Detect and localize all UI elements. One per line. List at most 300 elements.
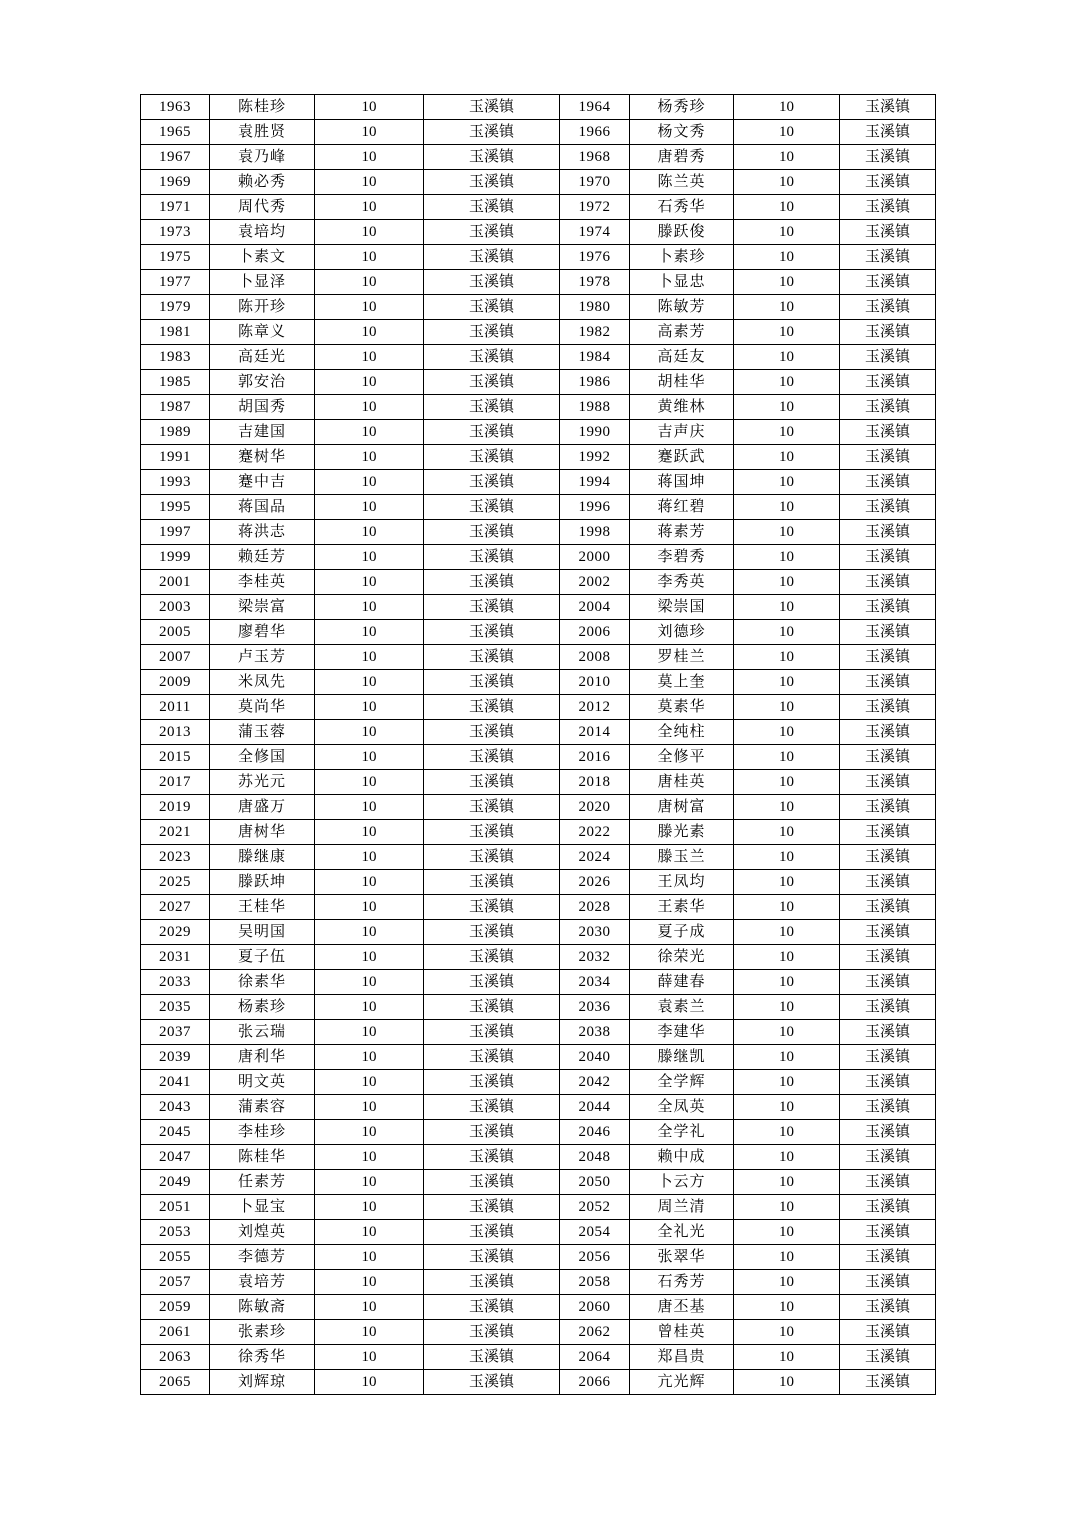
serial-number-cell: 1982 bbox=[560, 320, 630, 345]
amount-cell: 10 bbox=[734, 1195, 840, 1220]
town-cell: 玉溪镇 bbox=[424, 445, 560, 470]
table-row bbox=[141, 820, 936, 845]
amount-cell: 10 bbox=[315, 95, 424, 120]
town-cell: 玉溪镇 bbox=[424, 995, 560, 1020]
name-cell: 全凤英 bbox=[630, 1095, 734, 1120]
town-cell: 玉溪镇 bbox=[424, 695, 560, 720]
town-cell: 玉溪镇 bbox=[840, 395, 936, 420]
serial-number-cell: 2057 bbox=[141, 1270, 210, 1295]
town-cell: 玉溪镇 bbox=[424, 570, 560, 595]
serial-number-cell: 2009 bbox=[141, 670, 210, 695]
amount-cell: 10 bbox=[734, 1345, 840, 1370]
amount-cell: 10 bbox=[315, 395, 424, 420]
town-cell: 玉溪镇 bbox=[424, 970, 560, 995]
amount-cell: 10 bbox=[734, 470, 840, 495]
serial-number-cell: 1983 bbox=[141, 345, 210, 370]
name-cell: 明文英 bbox=[210, 1070, 315, 1095]
amount-cell: 10 bbox=[734, 520, 840, 545]
serial-number-cell: 2019 bbox=[141, 795, 210, 820]
amount-cell: 10 bbox=[315, 195, 424, 220]
serial-number-cell: 1977 bbox=[141, 270, 210, 295]
town-cell: 玉溪镇 bbox=[840, 770, 936, 795]
name-cell: 陈章义 bbox=[210, 320, 315, 345]
serial-number-cell: 2001 bbox=[141, 570, 210, 595]
town-cell: 玉溪镇 bbox=[424, 1095, 560, 1120]
amount-cell: 10 bbox=[315, 520, 424, 545]
table-row bbox=[141, 520, 936, 545]
serial-number-cell: 1976 bbox=[560, 245, 630, 270]
serial-number-cell: 2043 bbox=[141, 1095, 210, 1120]
serial-number-cell: 2064 bbox=[560, 1345, 630, 1370]
table-row bbox=[141, 670, 936, 695]
name-cell: 唐桂英 bbox=[630, 770, 734, 795]
amount-cell: 10 bbox=[734, 695, 840, 720]
serial-number-cell: 2035 bbox=[141, 995, 210, 1020]
serial-number-cell: 1964 bbox=[560, 95, 630, 120]
serial-number-cell: 2059 bbox=[141, 1295, 210, 1320]
amount-cell: 10 bbox=[734, 870, 840, 895]
serial-number-cell: 1973 bbox=[141, 220, 210, 245]
serial-number-cell: 1974 bbox=[560, 220, 630, 245]
town-cell: 玉溪镇 bbox=[424, 270, 560, 295]
town-cell: 玉溪镇 bbox=[424, 770, 560, 795]
table-row bbox=[141, 545, 936, 570]
serial-number-cell: 2046 bbox=[560, 1120, 630, 1145]
serial-number-cell: 1975 bbox=[141, 245, 210, 270]
town-cell: 玉溪镇 bbox=[424, 745, 560, 770]
town-cell: 玉溪镇 bbox=[424, 620, 560, 645]
serial-number-cell: 2014 bbox=[560, 720, 630, 745]
name-cell: 李秀英 bbox=[630, 570, 734, 595]
table-row bbox=[141, 1345, 936, 1370]
town-cell: 玉溪镇 bbox=[840, 370, 936, 395]
table-row bbox=[141, 845, 936, 870]
town-cell: 玉溪镇 bbox=[424, 145, 560, 170]
amount-cell: 10 bbox=[734, 245, 840, 270]
serial-number-cell: 1966 bbox=[560, 120, 630, 145]
serial-number-cell: 2012 bbox=[560, 695, 630, 720]
town-cell: 玉溪镇 bbox=[840, 1320, 936, 1345]
town-cell: 玉溪镇 bbox=[840, 1195, 936, 1220]
town-cell: 玉溪镇 bbox=[840, 170, 936, 195]
town-cell: 玉溪镇 bbox=[424, 820, 560, 845]
name-cell: 蹇跃武 bbox=[630, 445, 734, 470]
name-cell: 全纯柱 bbox=[630, 720, 734, 745]
name-cell: 滕玉兰 bbox=[630, 845, 734, 870]
amount-cell: 10 bbox=[315, 1045, 424, 1070]
table-row bbox=[141, 645, 936, 670]
name-cell: 全礼光 bbox=[630, 1220, 734, 1245]
amount-cell: 10 bbox=[734, 820, 840, 845]
amount-cell: 10 bbox=[734, 720, 840, 745]
amount-cell: 10 bbox=[315, 695, 424, 720]
roster-table-body bbox=[141, 95, 936, 1395]
serial-number-cell: 2006 bbox=[560, 620, 630, 645]
amount-cell: 10 bbox=[315, 1020, 424, 1045]
amount-cell: 10 bbox=[734, 170, 840, 195]
amount-cell: 10 bbox=[315, 470, 424, 495]
amount-cell: 10 bbox=[734, 495, 840, 520]
table-row bbox=[141, 1195, 936, 1220]
serial-number-cell: 2007 bbox=[141, 645, 210, 670]
amount-cell: 10 bbox=[734, 1370, 840, 1395]
serial-number-cell: 2031 bbox=[141, 945, 210, 970]
table-row bbox=[141, 795, 936, 820]
serial-number-cell: 1986 bbox=[560, 370, 630, 395]
serial-number-cell: 1990 bbox=[560, 420, 630, 445]
serial-number-cell: 1987 bbox=[141, 395, 210, 420]
amount-cell: 10 bbox=[734, 945, 840, 970]
amount-cell: 10 bbox=[734, 670, 840, 695]
town-cell: 玉溪镇 bbox=[424, 1345, 560, 1370]
name-cell: 夏子伍 bbox=[210, 945, 315, 970]
town-cell: 玉溪镇 bbox=[424, 320, 560, 345]
serial-number-cell: 1993 bbox=[141, 470, 210, 495]
town-cell: 玉溪镇 bbox=[424, 95, 560, 120]
amount-cell: 10 bbox=[315, 770, 424, 795]
name-cell: 袁培均 bbox=[210, 220, 315, 245]
name-cell: 张翠华 bbox=[630, 1245, 734, 1270]
name-cell: 高廷光 bbox=[210, 345, 315, 370]
town-cell: 玉溪镇 bbox=[840, 120, 936, 145]
town-cell: 玉溪镇 bbox=[424, 945, 560, 970]
town-cell: 玉溪镇 bbox=[424, 195, 560, 220]
name-cell: 曾桂英 bbox=[630, 1320, 734, 1345]
name-cell: 蒋洪志 bbox=[210, 520, 315, 545]
amount-cell: 10 bbox=[315, 670, 424, 695]
table-row bbox=[141, 1120, 936, 1145]
town-cell: 玉溪镇 bbox=[840, 1270, 936, 1295]
name-cell: 莫素华 bbox=[630, 695, 734, 720]
table-row bbox=[141, 920, 936, 945]
amount-cell: 10 bbox=[734, 995, 840, 1020]
table-row bbox=[141, 970, 936, 995]
name-cell: 唐盛万 bbox=[210, 795, 315, 820]
town-cell: 玉溪镇 bbox=[840, 720, 936, 745]
town-cell: 玉溪镇 bbox=[840, 1095, 936, 1120]
town-cell: 玉溪镇 bbox=[424, 520, 560, 545]
serial-number-cell: 2020 bbox=[560, 795, 630, 820]
amount-cell: 10 bbox=[734, 770, 840, 795]
amount-cell: 10 bbox=[315, 995, 424, 1020]
town-cell: 玉溪镇 bbox=[840, 220, 936, 245]
town-cell: 玉溪镇 bbox=[840, 345, 936, 370]
serial-number-cell: 2011 bbox=[141, 695, 210, 720]
name-cell: 滕继凯 bbox=[630, 1045, 734, 1070]
name-cell: 蒲素容 bbox=[210, 1095, 315, 1120]
amount-cell: 10 bbox=[315, 820, 424, 845]
name-cell: 李桂珍 bbox=[210, 1120, 315, 1145]
serial-number-cell: 2039 bbox=[141, 1045, 210, 1070]
amount-cell: 10 bbox=[734, 545, 840, 570]
serial-number-cell: 2030 bbox=[560, 920, 630, 945]
amount-cell: 10 bbox=[734, 845, 840, 870]
town-cell: 玉溪镇 bbox=[840, 695, 936, 720]
amount-cell: 10 bbox=[734, 1220, 840, 1245]
name-cell: 陈敏芳 bbox=[630, 295, 734, 320]
name-cell: 卜显宝 bbox=[210, 1195, 315, 1220]
town-cell: 玉溪镇 bbox=[840, 495, 936, 520]
town-cell: 玉溪镇 bbox=[424, 370, 560, 395]
serial-number-cell: 2066 bbox=[560, 1370, 630, 1395]
town-cell: 玉溪镇 bbox=[840, 1345, 936, 1370]
serial-number-cell: 1979 bbox=[141, 295, 210, 320]
town-cell: 玉溪镇 bbox=[840, 1145, 936, 1170]
name-cell: 蒋国品 bbox=[210, 495, 315, 520]
town-cell: 玉溪镇 bbox=[424, 1370, 560, 1395]
amount-cell: 10 bbox=[315, 795, 424, 820]
name-cell: 赖中成 bbox=[630, 1145, 734, 1170]
serial-number-cell: 2013 bbox=[141, 720, 210, 745]
amount-cell: 10 bbox=[315, 970, 424, 995]
name-cell: 袁乃峰 bbox=[210, 145, 315, 170]
town-cell: 玉溪镇 bbox=[424, 245, 560, 270]
name-cell: 李桂英 bbox=[210, 570, 315, 595]
town-cell: 玉溪镇 bbox=[424, 395, 560, 420]
town-cell: 玉溪镇 bbox=[840, 545, 936, 570]
town-cell: 玉溪镇 bbox=[840, 595, 936, 620]
table-row bbox=[141, 120, 936, 145]
name-cell: 全学礼 bbox=[630, 1120, 734, 1145]
amount-cell: 10 bbox=[315, 570, 424, 595]
serial-number-cell: 2021 bbox=[141, 820, 210, 845]
town-cell: 玉溪镇 bbox=[424, 495, 560, 520]
table-row bbox=[141, 1095, 936, 1120]
name-cell: 徐素华 bbox=[210, 970, 315, 995]
town-cell: 玉溪镇 bbox=[424, 1195, 560, 1220]
town-cell: 玉溪镇 bbox=[840, 1370, 936, 1395]
table-row bbox=[141, 170, 936, 195]
amount-cell: 10 bbox=[315, 620, 424, 645]
serial-number-cell: 2055 bbox=[141, 1245, 210, 1270]
town-cell: 玉溪镇 bbox=[840, 295, 936, 320]
table-row bbox=[141, 1370, 936, 1395]
amount-cell: 10 bbox=[734, 645, 840, 670]
name-cell: 全修平 bbox=[630, 745, 734, 770]
amount-cell: 10 bbox=[734, 145, 840, 170]
table-row bbox=[141, 620, 936, 645]
town-cell: 玉溪镇 bbox=[424, 1320, 560, 1345]
table-row bbox=[141, 995, 936, 1020]
serial-number-cell: 2004 bbox=[560, 595, 630, 620]
name-cell: 滕继康 bbox=[210, 845, 315, 870]
amount-cell: 10 bbox=[315, 1320, 424, 1345]
serial-number-cell: 2018 bbox=[560, 770, 630, 795]
serial-number-cell: 2044 bbox=[560, 1095, 630, 1120]
town-cell: 玉溪镇 bbox=[840, 1020, 936, 1045]
serial-number-cell: 2025 bbox=[141, 870, 210, 895]
serial-number-cell: 1965 bbox=[141, 120, 210, 145]
town-cell: 玉溪镇 bbox=[840, 470, 936, 495]
town-cell: 玉溪镇 bbox=[424, 1220, 560, 1245]
amount-cell: 10 bbox=[734, 1170, 840, 1195]
town-cell: 玉溪镇 bbox=[424, 1270, 560, 1295]
name-cell: 赖廷芳 bbox=[210, 545, 315, 570]
serial-number-cell: 2054 bbox=[560, 1220, 630, 1245]
town-cell: 玉溪镇 bbox=[840, 145, 936, 170]
serial-number-cell: 1981 bbox=[141, 320, 210, 345]
amount-cell: 10 bbox=[315, 1195, 424, 1220]
table-row bbox=[141, 895, 936, 920]
name-cell: 卜显泽 bbox=[210, 270, 315, 295]
serial-number-cell: 1994 bbox=[560, 470, 630, 495]
town-cell: 玉溪镇 bbox=[840, 445, 936, 470]
serial-number-cell: 2022 bbox=[560, 820, 630, 845]
amount-cell: 10 bbox=[315, 370, 424, 395]
amount-cell: 10 bbox=[734, 1145, 840, 1170]
serial-number-cell: 1968 bbox=[560, 145, 630, 170]
table-row bbox=[141, 395, 936, 420]
town-cell: 玉溪镇 bbox=[424, 120, 560, 145]
table-row bbox=[141, 1045, 936, 1070]
name-cell: 唐碧秀 bbox=[630, 145, 734, 170]
amount-cell: 10 bbox=[734, 795, 840, 820]
amount-cell: 10 bbox=[315, 145, 424, 170]
name-cell: 王凤均 bbox=[630, 870, 734, 895]
name-cell: 杨秀珍 bbox=[630, 95, 734, 120]
name-cell: 石秀华 bbox=[630, 195, 734, 220]
serial-number-cell: 2000 bbox=[560, 545, 630, 570]
name-cell: 梁崇富 bbox=[210, 595, 315, 620]
table-row bbox=[141, 1320, 936, 1345]
name-cell: 袁素兰 bbox=[630, 995, 734, 1020]
town-cell: 玉溪镇 bbox=[424, 1295, 560, 1320]
name-cell: 全学辉 bbox=[630, 1070, 734, 1095]
name-cell: 胡桂华 bbox=[630, 370, 734, 395]
name-cell: 蒋红碧 bbox=[630, 495, 734, 520]
serial-number-cell: 2053 bbox=[141, 1220, 210, 1245]
town-cell: 玉溪镇 bbox=[424, 720, 560, 745]
amount-cell: 10 bbox=[315, 1270, 424, 1295]
name-cell: 苏光元 bbox=[210, 770, 315, 795]
amount-cell: 10 bbox=[315, 1370, 424, 1395]
town-cell: 玉溪镇 bbox=[424, 470, 560, 495]
name-cell: 杨素珍 bbox=[210, 995, 315, 1020]
table-row bbox=[141, 1295, 936, 1320]
amount-cell: 10 bbox=[734, 195, 840, 220]
serial-number-cell: 1963 bbox=[141, 95, 210, 120]
name-cell: 蒋素芳 bbox=[630, 520, 734, 545]
name-cell: 陈桂珍 bbox=[210, 95, 315, 120]
serial-number-cell: 2056 bbox=[560, 1245, 630, 1270]
name-cell: 陈开珍 bbox=[210, 295, 315, 320]
name-cell: 蒋国坤 bbox=[630, 470, 734, 495]
table-row bbox=[141, 1070, 936, 1095]
town-cell: 玉溪镇 bbox=[840, 520, 936, 545]
town-cell: 玉溪镇 bbox=[424, 895, 560, 920]
serial-number-cell: 1991 bbox=[141, 445, 210, 470]
table-row bbox=[141, 720, 936, 745]
name-cell: 袁胜贤 bbox=[210, 120, 315, 145]
table-row bbox=[141, 945, 936, 970]
serial-number-cell: 2027 bbox=[141, 895, 210, 920]
amount-cell: 10 bbox=[315, 1170, 424, 1195]
name-cell: 莫上奎 bbox=[630, 670, 734, 695]
serial-number-cell: 2048 bbox=[560, 1145, 630, 1170]
amount-cell: 10 bbox=[315, 1095, 424, 1120]
town-cell: 玉溪镇 bbox=[840, 195, 936, 220]
name-cell: 唐利华 bbox=[210, 1045, 315, 1070]
serial-number-cell: 1970 bbox=[560, 170, 630, 195]
town-cell: 玉溪镇 bbox=[840, 95, 936, 120]
amount-cell: 10 bbox=[315, 295, 424, 320]
amount-cell: 10 bbox=[315, 1145, 424, 1170]
serial-number-cell: 2051 bbox=[141, 1195, 210, 1220]
table-row bbox=[141, 95, 936, 120]
serial-number-cell: 2008 bbox=[560, 645, 630, 670]
serial-number-cell: 1992 bbox=[560, 445, 630, 470]
serial-number-cell: 1980 bbox=[560, 295, 630, 320]
amount-cell: 10 bbox=[734, 1245, 840, 1270]
serial-number-cell: 1988 bbox=[560, 395, 630, 420]
serial-number-cell: 1995 bbox=[141, 495, 210, 520]
document-page bbox=[140, 94, 936, 1395]
amount-cell: 10 bbox=[315, 270, 424, 295]
amount-cell: 10 bbox=[734, 895, 840, 920]
town-cell: 玉溪镇 bbox=[840, 1120, 936, 1145]
name-cell: 李建华 bbox=[630, 1020, 734, 1045]
table-row bbox=[141, 195, 936, 220]
name-cell: 石秀芳 bbox=[630, 1270, 734, 1295]
amount-cell: 10 bbox=[734, 370, 840, 395]
town-cell: 玉溪镇 bbox=[840, 1245, 936, 1270]
amount-cell: 10 bbox=[315, 595, 424, 620]
serial-number-cell: 2063 bbox=[141, 1345, 210, 1370]
amount-cell: 10 bbox=[734, 95, 840, 120]
serial-number-cell: 1989 bbox=[141, 420, 210, 445]
serial-number-cell: 2003 bbox=[141, 595, 210, 620]
town-cell: 玉溪镇 bbox=[840, 1220, 936, 1245]
name-cell: 胡国秀 bbox=[210, 395, 315, 420]
town-cell: 玉溪镇 bbox=[424, 295, 560, 320]
amount-cell: 10 bbox=[734, 1295, 840, 1320]
town-cell: 玉溪镇 bbox=[840, 945, 936, 970]
table-row bbox=[141, 1020, 936, 1045]
town-cell: 玉溪镇 bbox=[840, 845, 936, 870]
town-cell: 玉溪镇 bbox=[840, 420, 936, 445]
amount-cell: 10 bbox=[315, 1345, 424, 1370]
amount-cell: 10 bbox=[734, 395, 840, 420]
town-cell: 玉溪镇 bbox=[424, 870, 560, 895]
town-cell: 玉溪镇 bbox=[840, 745, 936, 770]
name-cell: 刘辉琼 bbox=[210, 1370, 315, 1395]
town-cell: 玉溪镇 bbox=[840, 320, 936, 345]
table-row bbox=[141, 1220, 936, 1245]
town-cell: 玉溪镇 bbox=[424, 1245, 560, 1270]
serial-number-cell: 2005 bbox=[141, 620, 210, 645]
name-cell: 周兰清 bbox=[630, 1195, 734, 1220]
serial-number-cell: 2052 bbox=[560, 1195, 630, 1220]
amount-cell: 10 bbox=[734, 595, 840, 620]
amount-cell: 10 bbox=[315, 920, 424, 945]
town-cell: 玉溪镇 bbox=[840, 920, 936, 945]
amount-cell: 10 bbox=[315, 720, 424, 745]
name-cell: 卢玉芳 bbox=[210, 645, 315, 670]
serial-number-cell: 2049 bbox=[141, 1170, 210, 1195]
serial-number-cell: 2047 bbox=[141, 1145, 210, 1170]
table-row bbox=[141, 695, 936, 720]
serial-number-cell: 2023 bbox=[141, 845, 210, 870]
amount-cell: 10 bbox=[315, 345, 424, 370]
table-row bbox=[141, 470, 936, 495]
amount-cell: 10 bbox=[315, 645, 424, 670]
table-row bbox=[141, 270, 936, 295]
town-cell: 玉溪镇 bbox=[424, 795, 560, 820]
name-cell: 唐树富 bbox=[630, 795, 734, 820]
serial-number-cell: 1997 bbox=[141, 520, 210, 545]
town-cell: 玉溪镇 bbox=[840, 620, 936, 645]
amount-cell: 10 bbox=[315, 245, 424, 270]
